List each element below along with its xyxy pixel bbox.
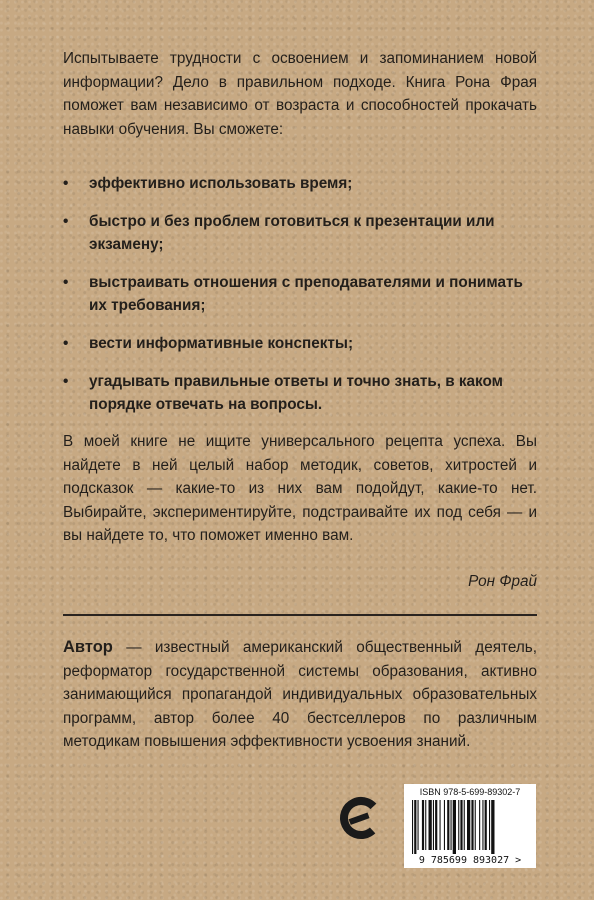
list-item bbox=[63, 332, 537, 356]
list-item-text: выстраивать отношения с преподавателями и понимать их требования; bbox=[89, 273, 523, 315]
publisher-logo-icon bbox=[338, 795, 384, 841]
list-item-text: быстро и без проблем готовиться к презентации или экзамену; bbox=[89, 212, 495, 254]
body-paragraph: В моей книге не ищите универсального рецепта успеха. Вы найдете в ней целый набор методик, советов, хитростей и подсказок — какие-то из них вам подойдут, какие-то нет. Выбирайте, экспериментируйте, подстраивайте их под себя — и вы найдете то, что поможет именно вам. bbox=[63, 433, 537, 545]
list-item bbox=[63, 210, 537, 257]
list-item bbox=[63, 172, 537, 196]
isbn-label: ISBN 978-5-699-89302-7 bbox=[419, 787, 521, 797]
list-item bbox=[63, 370, 537, 417]
divider bbox=[63, 614, 537, 616]
bullet-icon: • bbox=[63, 334, 69, 352]
author-lead: Автор bbox=[63, 638, 113, 656]
list-item-text: вести информативные конспекты; bbox=[89, 334, 354, 352]
list-item-text: эффективно использовать время; bbox=[89, 175, 353, 192]
author-text: — известный американский общественный деятель, реформатор государственной системы образования, активно занимающийся пропагандой индивидуальных образовательных программ, автор более 40 бестселлеров по различным методикам повышения эффективности усвоения знаний. bbox=[63, 639, 537, 751]
list-item-text: угадывать правильные ответы и точно знать, в каком порядке отвечать на вопросы. bbox=[89, 372, 503, 414]
list-item bbox=[63, 271, 537, 318]
bullet-icon: • bbox=[63, 212, 69, 230]
bullet-icon: • bbox=[63, 175, 69, 192]
barcode-icon bbox=[410, 800, 530, 854]
signature: Рон Фрай bbox=[468, 573, 537, 590]
bullet-icon: • bbox=[63, 372, 69, 390]
author-paragraph bbox=[63, 636, 537, 754]
intro-paragraph: Испытываете трудности с освоением и запоминанием новой информации? Дело в правильном подходе. Книга Рона Фрая поможет вам независимо от возраста и способностей прокачать навыки обучения. Вы сможете: bbox=[63, 50, 537, 138]
skills-list bbox=[63, 172, 537, 431]
barcode-digits: 9 785699 893027 > bbox=[418, 855, 522, 866]
bullet-icon: • bbox=[63, 273, 69, 291]
barcode-panel bbox=[404, 784, 536, 868]
